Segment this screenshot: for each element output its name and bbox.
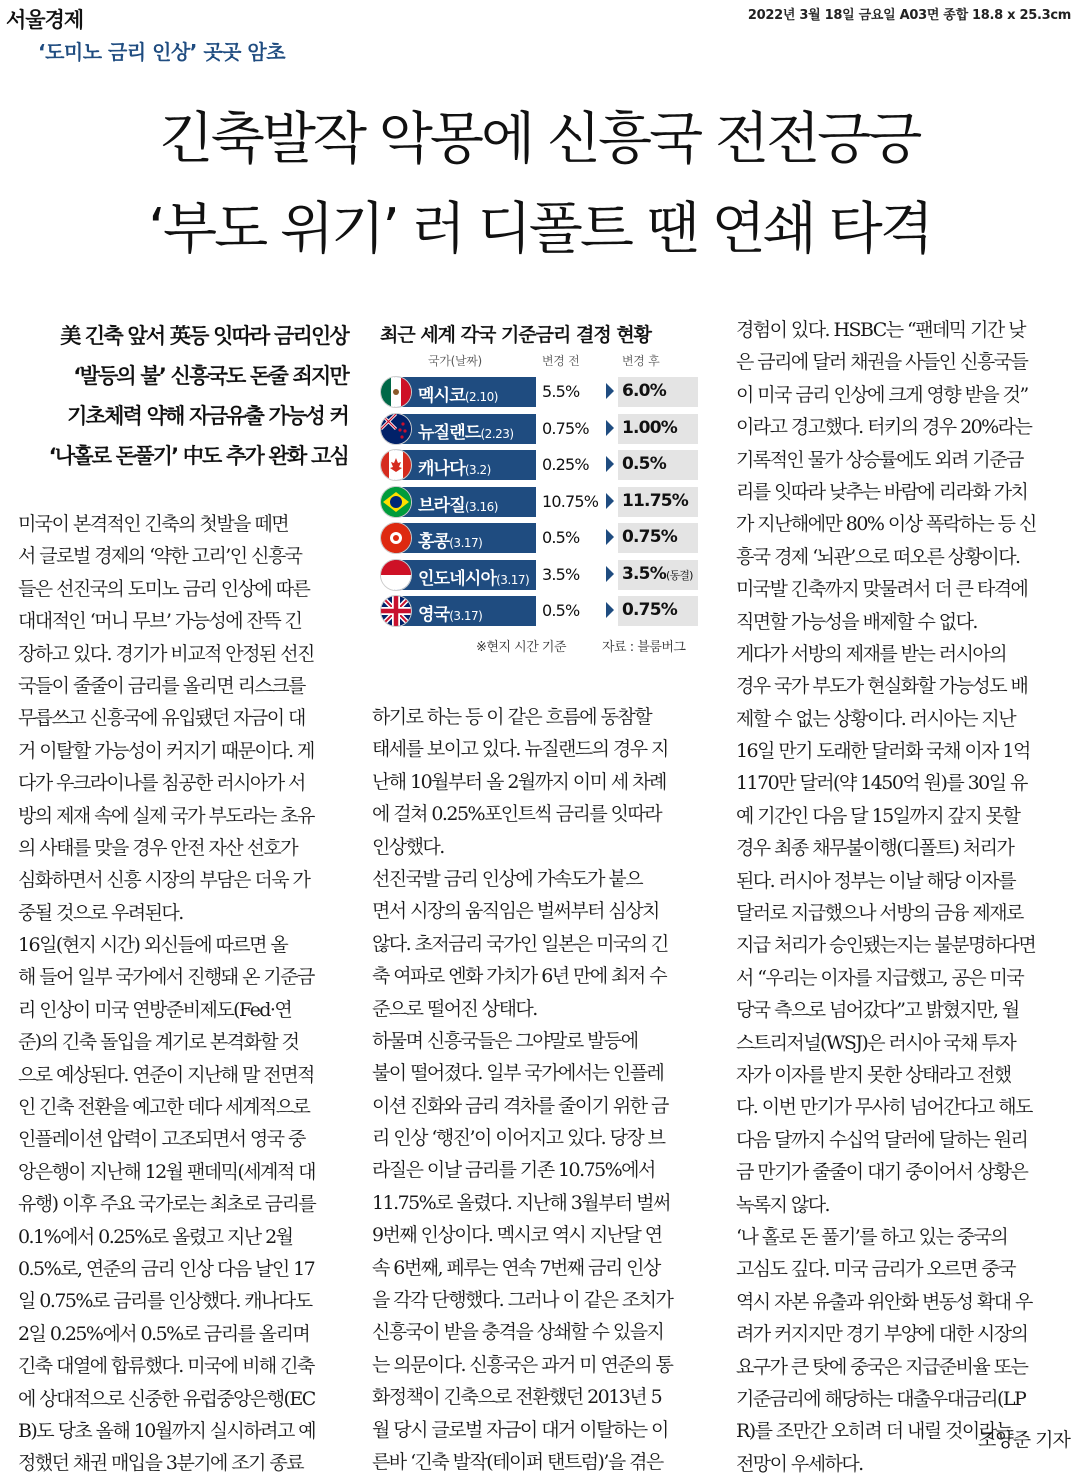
- rate-before: 0.25%: [542, 455, 589, 474]
- article-line: 인상했다.: [372, 835, 444, 858]
- rate-after-value: 11.75%: [622, 490, 689, 511]
- hong-kong-flag-icon: [380, 522, 412, 554]
- article-line: 0.1%에서 0.25%로 올렸고 지난 2월: [18, 1225, 293, 1248]
- rate-after: [622, 381, 666, 401]
- article-line: 은 금리에 달러 채권을 사들인 신흥국들: [736, 351, 1028, 374]
- subhead-line: ‘발등의 불’ 신흥국도 돈줄 죄지만: [73, 364, 348, 388]
- arrow-right-icon: [606, 529, 614, 545]
- article-line: 이 미국 금리 인상에 크게 영향 받을 것”: [736, 383, 1028, 406]
- decision-date: (2.23): [480, 426, 514, 441]
- article-line: 고심도 깊다. 미국 금리가 오르면 중국: [736, 1258, 1015, 1281]
- article-line: 라질은 이날 금리를 기존 10.75%에서: [372, 1159, 655, 1182]
- article-line: 직면할 가능성을 배제할 수 없다.: [736, 610, 977, 633]
- article-line: 화정책이 긴축으로 전환했던 2013년 5: [372, 1386, 662, 1409]
- article-line: 른바 ‘긴축 발작(테이퍼 탠트럼)’을 겪은: [372, 1450, 663, 1473]
- canada-flag-icon: [380, 449, 412, 481]
- article-line: 에 걸쳐 0.25%포인트씩 금리를 잇따라: [372, 803, 662, 826]
- article-line: 준으로 떨어진 상태다.: [372, 997, 537, 1020]
- byline: 조양준 기자: [978, 1429, 1070, 1451]
- mexico-flag-icon: [380, 376, 412, 408]
- article-line: 해 들어 일부 국가에서 진행돼 온 기준금: [18, 966, 314, 989]
- article-line: 무릅쓰고 신흥국에 유입됐던 자금이 대: [18, 707, 305, 730]
- arrow-right-icon: [606, 383, 614, 399]
- article-line: 달러로 지급했으나 서방의 금융 제재로: [736, 902, 1023, 925]
- article-line: 거 이탈할 가능성이 커지기 때문이다. 게: [18, 739, 314, 762]
- article-line: 당국 측으로 넘어갔다”고 밝혔지만, 월: [736, 999, 1019, 1022]
- article-line: 경우 국가 부도가 현실화할 가능성도 배: [736, 675, 1028, 698]
- article-line: B)도 당초 올해 10월까지 실시하려고 예: [18, 1419, 316, 1442]
- rate-before: 0.75%: [542, 418, 589, 438]
- article-line: 역시 자본 유출과 위안화 변동성 확대 우: [736, 1290, 1032, 1313]
- country-name: 영국: [418, 605, 450, 625]
- article-line: 인 긴축 전환을 예고한 데다 세계적으로: [18, 1096, 310, 1119]
- country-name: 홍콩: [418, 532, 450, 552]
- article-line: 1170만 달러(약 1450억 원)를 30일 유: [736, 772, 1027, 795]
- country-label: [418, 564, 529, 589]
- article-line: 인플레이션 압력이 고조되면서 영국 중: [18, 1128, 305, 1151]
- country-name: 인도네시아: [418, 568, 497, 589]
- rate-row: [380, 593, 692, 630]
- article-line: 축 여파로 엔화 가치가 6년 만에 최저 수: [372, 965, 667, 988]
- rate-after: [622, 454, 666, 474]
- article-line: 월 당시 글로벌 자금이 대거 이탈하는 이: [372, 1418, 668, 1441]
- article-line: 예 기간인 다음 달 15일까지 갚지 못할: [736, 804, 1020, 827]
- rate-after: [622, 527, 677, 547]
- arrow-right-icon: [606, 602, 614, 618]
- column-header-country: 국가(날짜): [428, 354, 482, 368]
- rate-note: (동결): [665, 568, 693, 582]
- rate-after-value: 1.00%: [622, 417, 677, 438]
- article-line: 미국발 긴축까지 맞물려서 더 큰 타격에: [736, 578, 1028, 601]
- country-label: [418, 600, 482, 625]
- decision-date: (3.16): [464, 499, 498, 514]
- article-column-2: [372, 701, 698, 1476]
- article-line: 된다. 러시아 정부는 이날 해당 이자를: [736, 869, 1015, 892]
- article-line: 유행) 이후 주요 국가로는 최초로 금리를: [18, 1193, 316, 1216]
- rate-after-value: 0.75%: [622, 600, 677, 620]
- article-line: 전망이 우세하다.: [736, 1452, 863, 1475]
- country-label: [418, 527, 482, 552]
- article-line: 이션 진화와 금리 격차를 줄이기 위한 금: [372, 1094, 668, 1117]
- uk-flag-icon: [380, 595, 412, 627]
- article-line: 리 인상이 미국 연방준비제도(Fed·연: [18, 998, 292, 1021]
- chart-source: 자료 : 블룸버그: [602, 640, 686, 655]
- kicker: ‘도미노 금리 인상’ 곳곳 암초: [38, 40, 286, 64]
- article-line: 려가 커지지만 경기 부양에 대한 시장의: [736, 1323, 1028, 1346]
- article-line: 경험이 있다. HSBC는 “팬데믹 기간 낮: [736, 319, 1025, 341]
- country-label: [418, 418, 514, 443]
- article-column-3: [736, 314, 1072, 1476]
- rate-after: [622, 418, 677, 438]
- article-line: 을 각각 단행했다. 그러나 이 같은 조치가: [372, 1289, 673, 1312]
- article-line: 기록적인 물가 상승률에도 외려 기준금: [736, 448, 1023, 471]
- rate-after-value: 3.5%: [622, 563, 666, 584]
- country-name: 멕시코: [418, 386, 465, 406]
- subheads: [8, 316, 348, 476]
- article-line: 16일 만기 도래한 달러화 국채 이자 1억: [736, 740, 1030, 763]
- article-line: 제할 수 없는 상황이다. 러시아는 지난: [736, 707, 1015, 730]
- rate-row: [380, 374, 692, 411]
- article-line: 긴축 대열에 합류했다. 미국에 비해 긴축: [18, 1355, 314, 1378]
- article-line: ‘나 홀로 돈 풀기’를 하고 있는 중국의: [736, 1225, 1008, 1248]
- article-line: 다가 우크라이나를 침공한 러시아가 서: [18, 772, 305, 795]
- article-line: 리를 잇따라 낮추는 바람에 리라화 가치: [736, 480, 1028, 503]
- article-line: 금 만기가 줄줄이 대기 중이어서 상황은: [736, 1161, 1028, 1184]
- headline-line-1: 긴축발작 악몽에 신흥국 전전긍긍: [159, 107, 920, 172]
- rate-row: [380, 520, 692, 557]
- publication-info: 2022년 3월 18일 금요일 A03면 종합 18.8 x 25.3cm: [747, 8, 1071, 23]
- rate-before: 0.5%: [542, 601, 580, 620]
- subhead-line: ‘나홀로 돈풀기’ 中도 추가 완화 고심: [48, 444, 348, 468]
- rate-after-value: 0.75%: [622, 527, 677, 547]
- article-column-1: [18, 508, 344, 1476]
- article-line: 9번째 인상이다. 멕시코 역시 지난달 연: [372, 1224, 662, 1247]
- article-line: 서 “우리는 이자를 지급했고, 공은 미국: [736, 966, 1024, 989]
- article-line: 들은 선진국의 도미노 금리 인상에 따른: [18, 577, 310, 600]
- arrow-right-icon: [606, 566, 614, 582]
- article-line: 경우 최종 채무불이행(디폴트) 처리가: [736, 837, 1014, 860]
- rate-row: [380, 447, 692, 484]
- chart-rows: [380, 374, 692, 630]
- subhead-line: 美 긴축 앞서 英등 잇따라 금리인상: [60, 324, 348, 348]
- rate-row: [380, 557, 692, 594]
- article-line: 면서 시장의 움직임은 벌써부터 심상치: [372, 900, 659, 923]
- rate-row: [380, 411, 692, 448]
- article-line: 서 글로벌 경제의 ‘약한 고리’인 신흥국: [18, 545, 302, 568]
- decision-date: (3.2): [464, 463, 491, 477]
- article-line: 선진국발 금리 인상에 가속도가 붙으: [372, 867, 643, 890]
- rate-before: 3.5%: [542, 564, 580, 584]
- rate-before: 0.5%: [542, 528, 580, 547]
- article-line: 흥국 경제 ‘뇌관’으로 떠오른 상황이다.: [736, 545, 1020, 568]
- decision-date: (3.17): [449, 536, 483, 550]
- article-line: 다음 달까지 수십억 달러에 달하는 원리: [736, 1128, 1028, 1151]
- article-line: 2일 0.25%에서 0.5%로 금리를 올리며: [18, 1322, 310, 1345]
- article-line: 방의 제재 속에 실제 국가 부도라는 초유: [18, 804, 314, 827]
- country-label: [418, 381, 498, 406]
- article-line: 하물며 신흥국들은 그야말로 발등에: [372, 1029, 638, 1052]
- rate-after: [622, 564, 693, 584]
- article-line: 일 0.75%로 금리를 인상했다. 캐나다도: [18, 1290, 312, 1313]
- rate-after-value: 6.0%: [622, 381, 666, 401]
- article-line: 16일(현지 시간) 외신들에 따르면 올: [18, 934, 288, 957]
- chart-footnote: ※현지 시간 기준: [476, 640, 567, 655]
- brazil-flag-icon: [380, 486, 412, 518]
- article-line: 이라고 경고했다. 터키의 경우 20%라는: [736, 416, 1032, 439]
- article-line: 지급 처리가 승인됐는지는 불분명하다면: [736, 934, 1036, 957]
- rate-after: [622, 491, 688, 511]
- country-name: 뉴질랜드: [418, 422, 481, 443]
- decision-date: (2.10): [464, 390, 498, 404]
- article-line: 다. 이번 만기가 무사히 넘어간다고 해도: [736, 1096, 1032, 1119]
- rate-after-value: 0.5%: [622, 454, 666, 474]
- rate-row: [380, 484, 692, 521]
- article-line: 대대적인 ‘머니 무브’ 가능성에 잔뜩 긴: [18, 610, 302, 633]
- article-line: R)를 조만간 오히려 더 내릴 것이라는: [736, 1420, 1013, 1443]
- rate-before: 5.5%: [542, 382, 580, 401]
- country-label: [418, 491, 498, 516]
- article-line: 스트리저널(WSJ)은 러시아 국채 투자: [736, 1031, 1016, 1054]
- rate-table-graphic: [374, 316, 704, 666]
- article-line: 요구가 큰 탓에 중국은 지급준비율 또는: [736, 1355, 1028, 1378]
- article-line: 준)의 긴축 돌입을 계기로 본격화할 것: [18, 1031, 299, 1054]
- rate-after: [622, 600, 677, 620]
- article-line: 0.5%로, 연준의 금리 인상 다음 날인 17: [18, 1257, 315, 1280]
- article-line: 녹록지 않다.: [736, 1193, 829, 1216]
- article-line: 11.75%로 올렸다. 지난해 3월부터 벌써: [372, 1191, 670, 1214]
- article-line: 의 사태를 맞을 경우 안전 자산 선호가: [18, 836, 297, 859]
- indonesia-flag-icon: [380, 559, 412, 591]
- article-line: 게다가 서방의 제재를 받는 러시아의: [736, 642, 1007, 665]
- article-line: 중될 것으로 우려된다.: [18, 901, 183, 924]
- country-name: 캐나다: [418, 459, 465, 479]
- decision-date: (3.17): [449, 609, 483, 623]
- article-line: 속 6번째, 페루는 연속 7번째 금리 인상: [372, 1256, 660, 1279]
- article-line: 는 의문이다. 신흥국은 과거 미 연준의 통: [372, 1353, 673, 1376]
- article-line: 난해 10월부터 올 2월까지 이미 세 차례: [372, 770, 666, 793]
- article-line: 하기로 하는 등 이 같은 흐름에 동참할: [372, 706, 651, 728]
- country-name: 브라질: [418, 495, 465, 516]
- article-line: 불이 떨어졌다. 일부 국가에서는 인플레: [372, 1062, 664, 1085]
- article-line: 국들이 줄줄이 금리를 올리면 리스크를: [18, 674, 305, 697]
- subhead-line: 기초체력 약해 자금유출 가능성 커: [67, 404, 348, 428]
- article-line: 태세를 보이고 있다. 뉴질랜드의 경우 지: [372, 738, 668, 761]
- decision-date: (3.17): [496, 572, 530, 587]
- article-line: 장하고 있다. 경기가 비교적 안정된 선진: [18, 642, 314, 665]
- rate-before: 10.75%: [542, 491, 599, 511]
- arrow-right-icon: [606, 493, 614, 509]
- chart-title: 최근 세계 각국 기준금리 결정 현황: [380, 324, 652, 346]
- article-line: 기준금리에 해당하는 대출우대금리(LP: [736, 1387, 1026, 1410]
- article-line: 앙은행이 지난해 12월 팬데믹(세계적 대: [18, 1160, 315, 1183]
- article-line: 가 지난해에만 80% 이상 폭락하는 등 신: [736, 513, 1036, 536]
- article-line: 않다. 초저금리 국가인 일본은 미국의 긴: [372, 932, 668, 955]
- column-header-after: 변경 후: [622, 354, 660, 368]
- article-line: 으로 예상된다. 연준이 지난해 말 전면적: [18, 1063, 314, 1086]
- article-line: 에 상대적으로 신중한 유럽중앙은행(EC: [18, 1387, 315, 1410]
- article-line: 자가 이자를 받지 못한 상태라고 전했: [736, 1063, 1011, 1086]
- arrow-right-icon: [606, 456, 614, 472]
- country-label: [418, 454, 491, 479]
- headline-line-2: ‘부도 위기’ 러 디폴트 땐 연쇄 타격: [148, 197, 931, 262]
- column-header-before: 변경 전: [542, 354, 580, 368]
- article-line: 리 인상 ‘행진’이 이어지고 있다. 당장 브: [372, 1127, 665, 1150]
- article-line: 심화하면서 신흥 시장의 부담은 더욱 가: [18, 869, 310, 892]
- article-line: 신흥국이 받을 충격을 상쇄할 수 있을지: [372, 1321, 664, 1344]
- article-line: 미국이 본격적인 긴축의 첫발을 떼면: [18, 513, 289, 535]
- arrow-right-icon: [606, 420, 614, 436]
- new-zealand-flag-icon: [380, 413, 412, 445]
- masthead: 서울경제: [6, 7, 84, 32]
- article-line: 정했던 채권 매입을 3분기에 조기 종료: [18, 1452, 304, 1475]
